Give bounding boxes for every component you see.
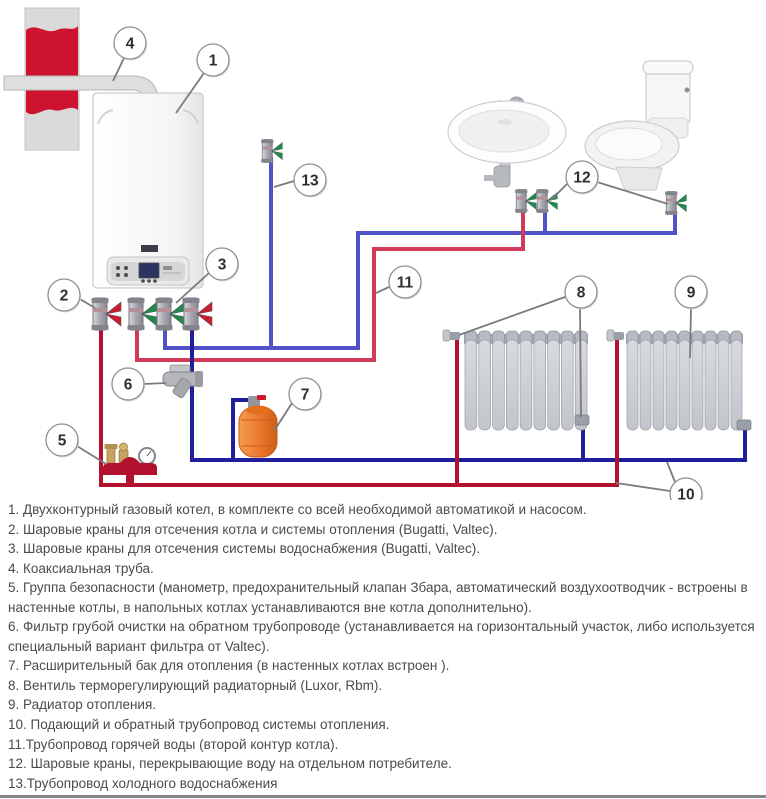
boiler-control-panel — [107, 257, 189, 285]
toilet-base — [616, 167, 662, 190]
callout-number: 10 — [677, 486, 695, 500]
legend — [0, 500, 766, 793]
callout-leader — [459, 297, 565, 335]
cold-inlet-valve — [261, 139, 282, 162]
callout-number: 11 — [396, 274, 414, 292]
toilet-tank — [646, 66, 690, 124]
legend-item: 13.Трубопровод холодного водоснабжения — [8, 775, 278, 791]
legend-item: 3. Шаровые краны для отсечения системы водоснабжения (Bugatti, Valtec). — [8, 541, 480, 557]
callout-number: 9 — [686, 284, 696, 302]
callout-leader — [144, 383, 166, 384]
callout-leader — [551, 184, 567, 200]
sink-hot-valve — [515, 189, 536, 212]
expansion-tank — [239, 395, 277, 457]
legend-item: 12. Шаровые краны, перекрывающие воду на отдельном потребителе. — [8, 756, 452, 772]
callout-number: 2 — [59, 287, 69, 305]
sink-trap — [494, 166, 510, 187]
callout-number: 5 — [57, 432, 67, 450]
wall-cutaway — [26, 26, 78, 114]
sink-cold-valve — [536, 189, 557, 212]
boiler-display — [139, 263, 159, 278]
legend-item: 1. Двухконтурный газовый котел, в комплекте со всей необходимой автоматикой и насосом. — [8, 502, 587, 517]
radiator-1 — [464, 331, 588, 430]
callout-13 — [274, 164, 327, 198]
callout-6 — [112, 368, 166, 402]
callout-7 — [274, 378, 322, 431]
legend-item: 5. Группа безопасности (манометр, предохранительный клапан Збара, автоматический воздухоотводчик - встроены в настенные котлы, в напольных котлах устанавливаются вне котла дополнительно). — [8, 580, 748, 615]
callout-number: 8 — [576, 284, 586, 302]
boiler-heating-supply-valve — [92, 298, 122, 330]
legend-item: 10. Подающий и обратный трубопровод системы отопления. — [8, 717, 390, 733]
radiator-2-return-valve — [737, 420, 751, 430]
callout-5 — [46, 424, 106, 464]
legend-item: 8. Вентиль терморегулирующий радиаторный (Luxor, Rbm). — [8, 677, 383, 693]
callout-number: 13 — [301, 172, 319, 190]
callout-number: 1 — [208, 52, 218, 70]
boiler-heating-return-valve — [183, 298, 213, 330]
radiator-2 — [626, 331, 743, 430]
legend-item: 2. Шаровые краны для отсечения котла и системы отопления (Bugatti, Valtec). — [8, 521, 498, 537]
callout-number: 7 — [300, 386, 310, 404]
sink — [448, 98, 566, 187]
legend-item: 7. Расширительный бак для отопления (в настенных котлах встроен ). — [8, 658, 450, 674]
coarse-filter — [163, 365, 203, 399]
bottom-rule — [0, 795, 766, 798]
safety-group — [103, 443, 157, 486]
legend-item: 9. Радиатор отопления. — [8, 697, 157, 713]
callout-leader — [690, 308, 691, 358]
boiler-hot-water-valve — [128, 298, 158, 330]
callout-2 — [48, 279, 95, 313]
callout-number: 6 — [123, 376, 133, 394]
radiator-1-return-valve — [575, 415, 589, 425]
callout-number: 12 — [573, 169, 591, 187]
thermostatic-valve-2 — [607, 330, 624, 341]
callout-4 — [113, 27, 147, 81]
callout-11 — [376, 266, 422, 300]
legend-item: 4. Коаксиальная труба. — [8, 560, 154, 576]
toilet — [585, 61, 693, 190]
callout-leader — [376, 287, 389, 293]
callout-leader — [616, 483, 670, 491]
legend-item: 6. Фильтр грубой очистки на обратном трубопроводе (устанавливается на горизонтальный участок, либо используется специальный вариант фильтра от Valtec). — [8, 619, 755, 654]
boiler-cold-water-valve — [156, 298, 186, 330]
legend-item: 11.Трубопровод горячей воды (второй контур котла). — [8, 736, 339, 752]
thermostatic-valve-1 — [443, 330, 460, 341]
callout-number: 3 — [217, 256, 227, 274]
callout-10 — [616, 462, 703, 500]
callout-number: 4 — [125, 35, 135, 53]
boiler — [93, 93, 203, 288]
callout-leader — [580, 308, 581, 417]
toilet-valve — [665, 191, 686, 214]
callout-leader — [274, 181, 294, 187]
callout-leader — [667, 462, 675, 482]
boiler-logo — [141, 245, 158, 252]
